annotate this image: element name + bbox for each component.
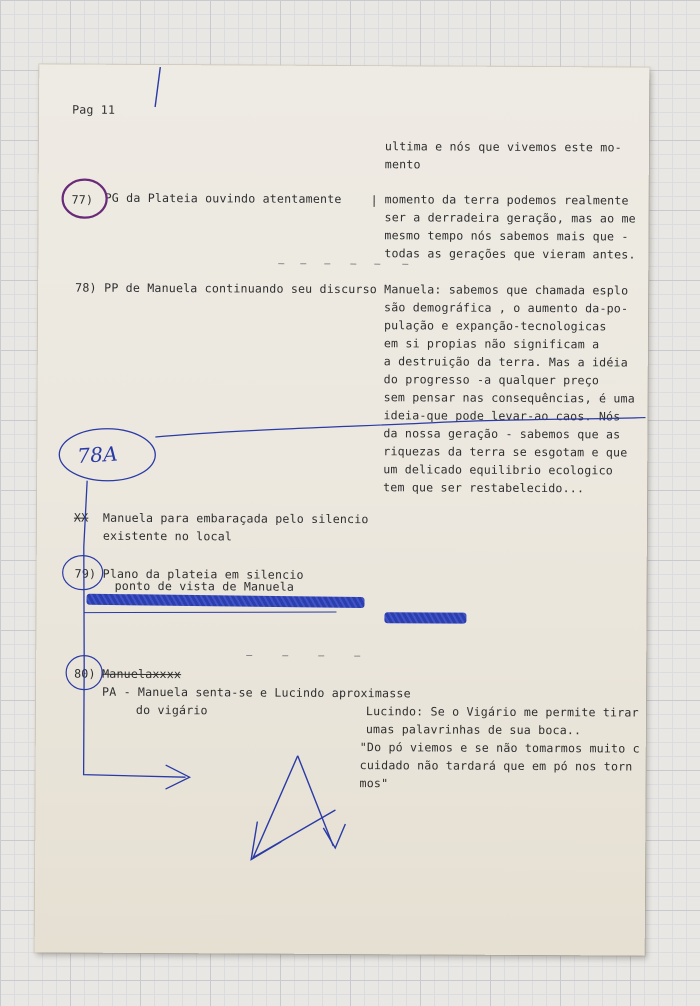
right-column-line: da nossa geração - sabemos que as xyxy=(383,426,621,442)
pen-stroke xyxy=(83,481,188,778)
scene-shot-description: PP de Manuela continuando seu discurso xyxy=(104,280,378,297)
right-column-line: em si propias não significam a xyxy=(383,336,600,352)
right-column-line: mesmo tempo nós sabemos mais que - xyxy=(384,228,629,244)
pencil-mark xyxy=(246,656,360,657)
circle-mark xyxy=(63,180,107,218)
right-column-line: a destruição da terra. Mas a idéia xyxy=(383,354,628,370)
right-column-line: mento xyxy=(384,157,421,172)
right-column-line: "Do pó viemos e se não tomarmos muito c xyxy=(359,740,640,756)
scene-number: 78) xyxy=(75,280,97,295)
struck-scene-prefix: XX xyxy=(73,510,89,525)
right-column-line: todas as gerações que vieram antes. xyxy=(384,246,636,262)
pen-stroke xyxy=(155,415,645,440)
pen-stroke xyxy=(297,756,333,846)
right-column-line: umas palavrinhas de sua boca.. xyxy=(365,722,582,738)
scene-line: existente no local xyxy=(102,528,233,544)
right-column-line: são demográfica , o aumento da-po- xyxy=(384,300,629,316)
scene-line: Manuela para embaraçada pelo silencio xyxy=(102,510,369,527)
right-column-line: cuidado não tardará que em pó nos torn xyxy=(359,758,633,774)
scene-shot-description: PA - Manuela senta-se e Lucindo aproximasse xyxy=(102,684,411,701)
scene-number: 79) xyxy=(74,566,97,581)
circle-mark xyxy=(63,556,103,590)
pen-stroke xyxy=(155,67,160,107)
right-column-line: ideia-que pode levar-ao caos. Nós xyxy=(383,408,621,424)
right-column-line: do progresso -a qualquer preço xyxy=(383,372,600,388)
right-column-line: ser a derradeira geração, mas ao me xyxy=(384,210,636,226)
typewritten-sheet xyxy=(35,64,650,955)
right-column-line: pulação e expanção-tecnologicas xyxy=(383,318,607,334)
pen-stroke xyxy=(253,756,336,858)
handwritten-scene-number: 78A xyxy=(76,441,119,469)
scene-shot-description: do vigário xyxy=(135,702,208,718)
scene-line: ponto de vista de Manuela xyxy=(114,578,295,594)
struck-scene-heading: Manuelaxxxx xyxy=(102,666,182,682)
right-column-line: riquezas da terra se esgotam e que xyxy=(383,444,628,460)
right-column-line: um delicado equilibrio ecologico xyxy=(383,462,614,478)
scene-shot-description: PG da Plateia ouvindo atentamente xyxy=(104,190,342,206)
circle-mark xyxy=(59,429,155,482)
scene-line: Plano da plateia em silencio xyxy=(102,566,304,582)
right-column-line: ultima e nós que vivemos este mo- xyxy=(384,139,622,155)
pencil-mark xyxy=(278,264,408,265)
right-column-line: Lucindo: Se o Vigário me permite tirar xyxy=(365,704,639,720)
scene-number: 77) xyxy=(71,192,94,207)
right-column-line: tem que ser restabelecido... xyxy=(383,480,585,496)
handwritten-annotations xyxy=(35,64,650,955)
right-column-line: sem pensar nas consequências, é uma xyxy=(383,390,635,406)
right-column-line: mos" xyxy=(359,776,389,791)
column-separator: | xyxy=(370,193,378,208)
scene-number: 80) xyxy=(74,666,96,681)
page-number: Pag 11 xyxy=(72,102,116,117)
right-column-line: momento da terra podemos realmente xyxy=(384,192,629,208)
right-column-line: Manuela: sabemos que chamada esplo xyxy=(384,282,629,298)
pen-stroke xyxy=(84,611,336,614)
